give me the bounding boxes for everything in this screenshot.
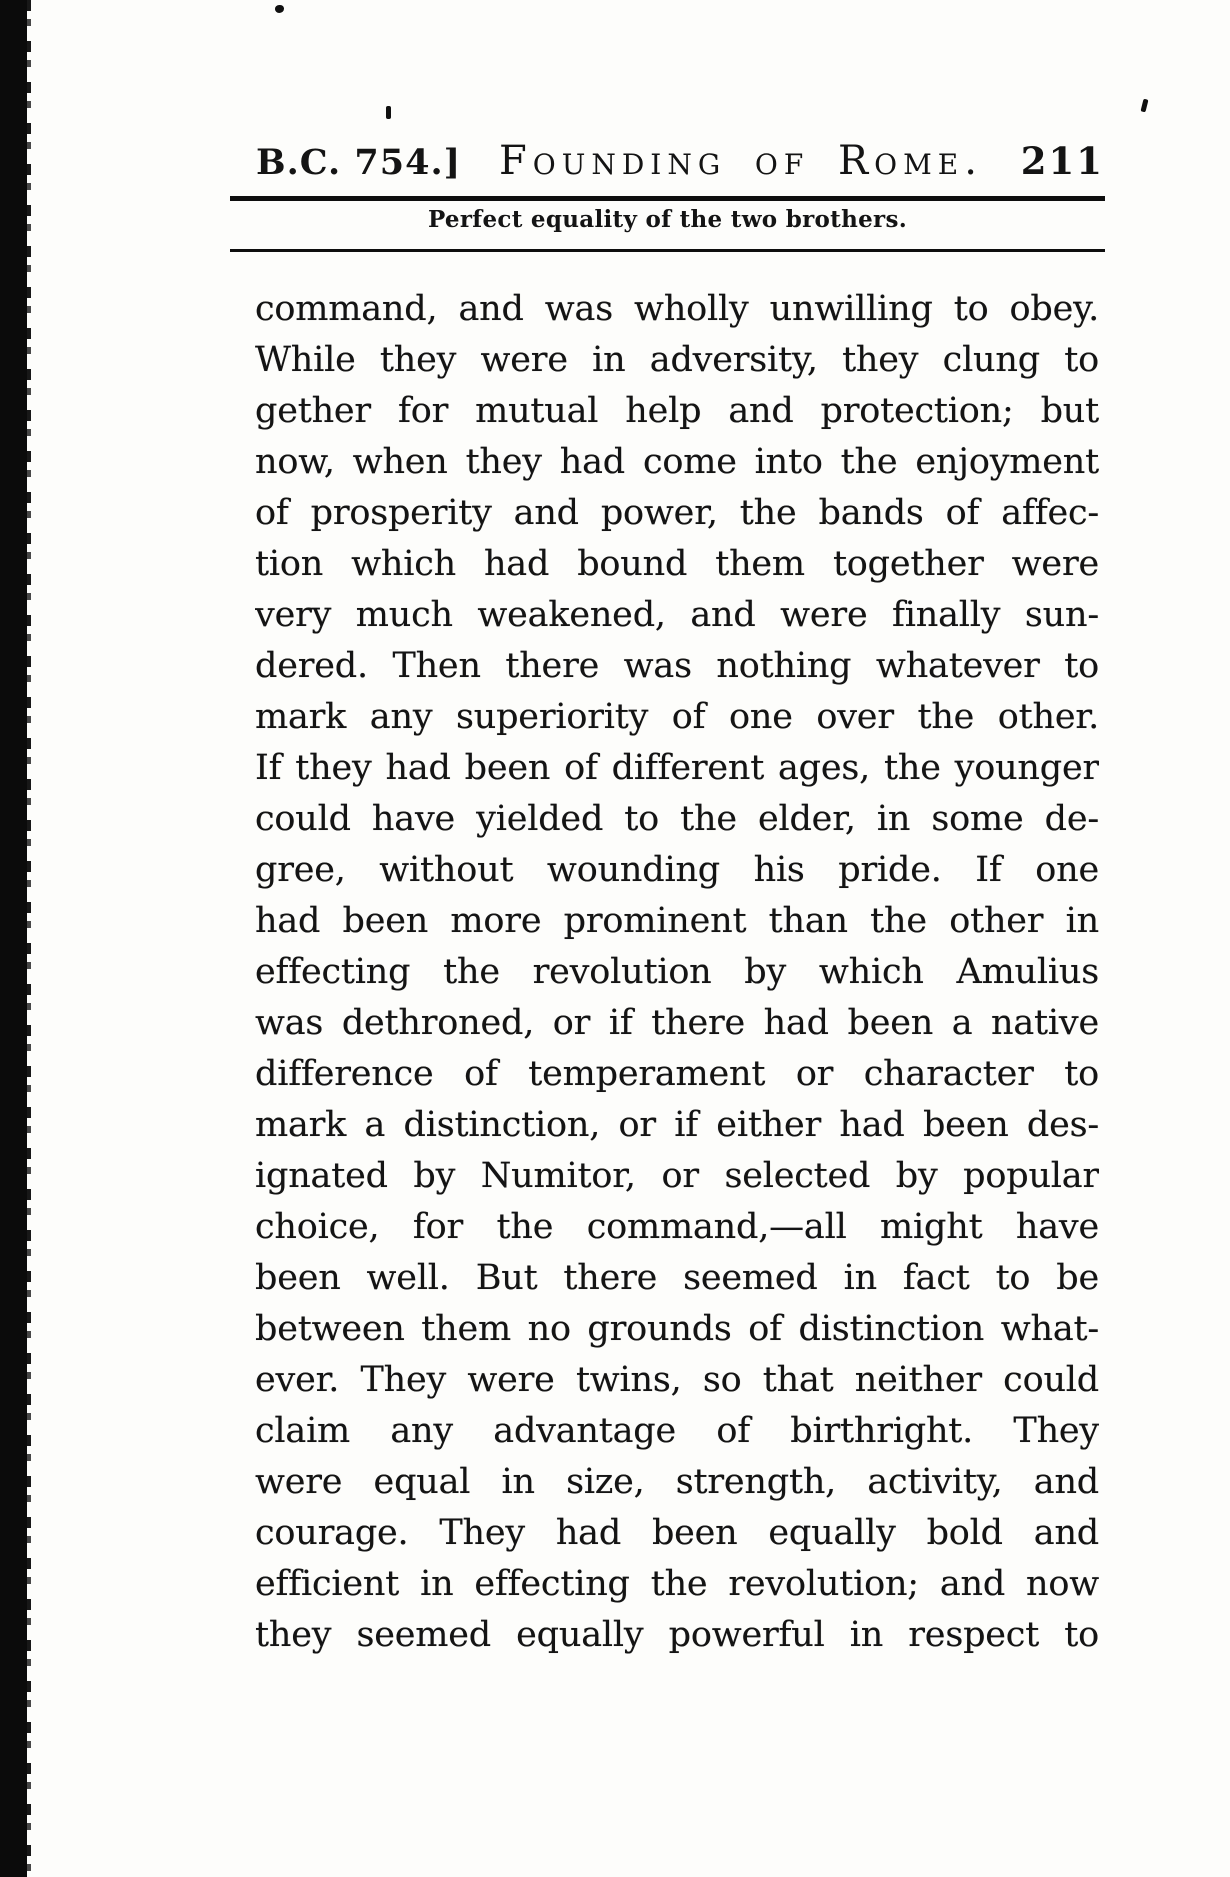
body-line: effecting the revolution by which Amulius	[255, 952, 1099, 992]
body-line: courage. They had been equally bold and	[255, 1513, 1099, 1553]
body-line: now, when they had come into the enjoyment	[255, 442, 1099, 482]
body-line: had been more prominent than the other in	[255, 901, 1099, 941]
body-line: mark any superiority of one over the other.	[255, 697, 1099, 737]
body-line: dered. Then there was nothing whatever to	[255, 646, 1099, 686]
scan-gutter-bar	[0, 0, 27, 1877]
body-line: very much weakened, and were finally sun-	[255, 595, 1099, 635]
body-line: been well. But there seemed in fact to be	[255, 1258, 1099, 1298]
ink-speck	[386, 106, 391, 119]
header-rule-bottom	[230, 249, 1105, 252]
date-era-label: B.C. 754.]	[256, 142, 462, 183]
scan-gutter-bar-edge	[27, 0, 31, 1877]
body-line: ever. They were twins, so that neither could	[255, 1360, 1099, 1400]
body-line: choice, for the command,—all might have	[255, 1207, 1099, 1247]
body-line: mark a distinction, or if either had been des-	[255, 1105, 1099, 1145]
body-line: could have yielded to the elder, in some de-	[255, 799, 1099, 839]
running-head	[256, 138, 1104, 184]
body-line: command, and was wholly unwilling to obey.	[255, 289, 1099, 329]
body-line: tion which had bound them together were	[255, 544, 1099, 584]
body-line: was dethroned, or if there had been a native	[255, 1003, 1099, 1043]
body-text-block	[255, 284, 1099, 1661]
header-rule-top	[230, 196, 1105, 201]
body-line: While they were in adversity, they clung to	[255, 340, 1099, 380]
ink-speck	[1141, 99, 1149, 113]
body-line: of prosperity and power, the bands of affec-	[255, 493, 1099, 533]
body-line: difference of temperament or character to	[255, 1054, 1099, 1094]
chapter-title: Founding of Rome.	[499, 138, 983, 184]
page-number: 211	[1020, 139, 1104, 183]
body-line: gether for mutual help and protection; but	[255, 391, 1099, 431]
body-line: ignated by Numitor, or selected by popular	[255, 1156, 1099, 1196]
section-subheading: Perfect equality of the two brothers.	[427, 206, 908, 233]
body-line: claim any advantage of birthright. They	[255, 1411, 1099, 1451]
body-line: were equal in size, strength, activity, and	[255, 1462, 1099, 1502]
body-line: gree, without wounding his pride. If one	[255, 850, 1099, 890]
body-line: between them no grounds of distinction what-	[255, 1309, 1099, 1349]
body-line: efficient in effecting the revolution; and now	[255, 1564, 1099, 1604]
ink-speck	[275, 5, 284, 13]
body-line: If they had been of different ages, the younger	[255, 748, 1099, 788]
body-line: they seemed equally powerful in respect to	[255, 1615, 1099, 1655]
